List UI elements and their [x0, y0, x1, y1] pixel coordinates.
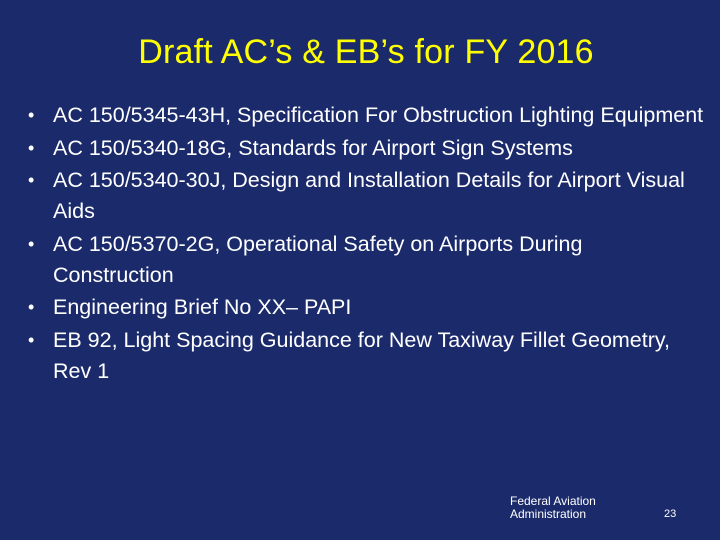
footer-agency-line: Administration — [510, 507, 587, 521]
bullet-text: AC 150/5340-30J, Design and Installation Details for Airport Visual Aids — [53, 168, 685, 224]
bullet-item — [24, 133, 704, 164]
footer-agency-name — [510, 495, 630, 521]
page-number: 23 — [664, 508, 677, 520]
bullet-text: AC 150/5340-18G, Standards for Airport Sign Systems — [53, 135, 573, 160]
bullet-item — [24, 292, 704, 323]
bullet-icon: • — [28, 233, 35, 254]
bullet-icon: • — [28, 105, 35, 125]
bullet-icon: • — [28, 170, 35, 191]
bullet-item — [24, 165, 704, 227]
footer-agency-line: Federal Aviation — [510, 494, 596, 508]
bullet-icon: • — [28, 137, 35, 158]
bullet-list — [24, 100, 704, 389]
bullet-text: AC 150/5345-43H, Specification For Obstruction Lighting Equipment — [53, 103, 704, 127]
bullet-text: Engineering Brief No XX– PAPI — [53, 295, 352, 320]
bullet-item — [24, 100, 704, 131]
bullet-text: EB 92, Light Spacing Guidance for New Taxiway Fillet Geometry, Rev 1 — [53, 327, 671, 383]
slide-title: Draft AC’s & EB’s for FY 2016 — [138, 33, 594, 71]
bullet-item — [24, 325, 704, 387]
bullet-icon: • — [28, 329, 35, 350]
bullet-item — [24, 229, 704, 291]
bullet-text: AC 150/5370-2G, Operational Safety on Airports During Construction — [53, 231, 583, 287]
bullet-icon: • — [28, 297, 35, 318]
